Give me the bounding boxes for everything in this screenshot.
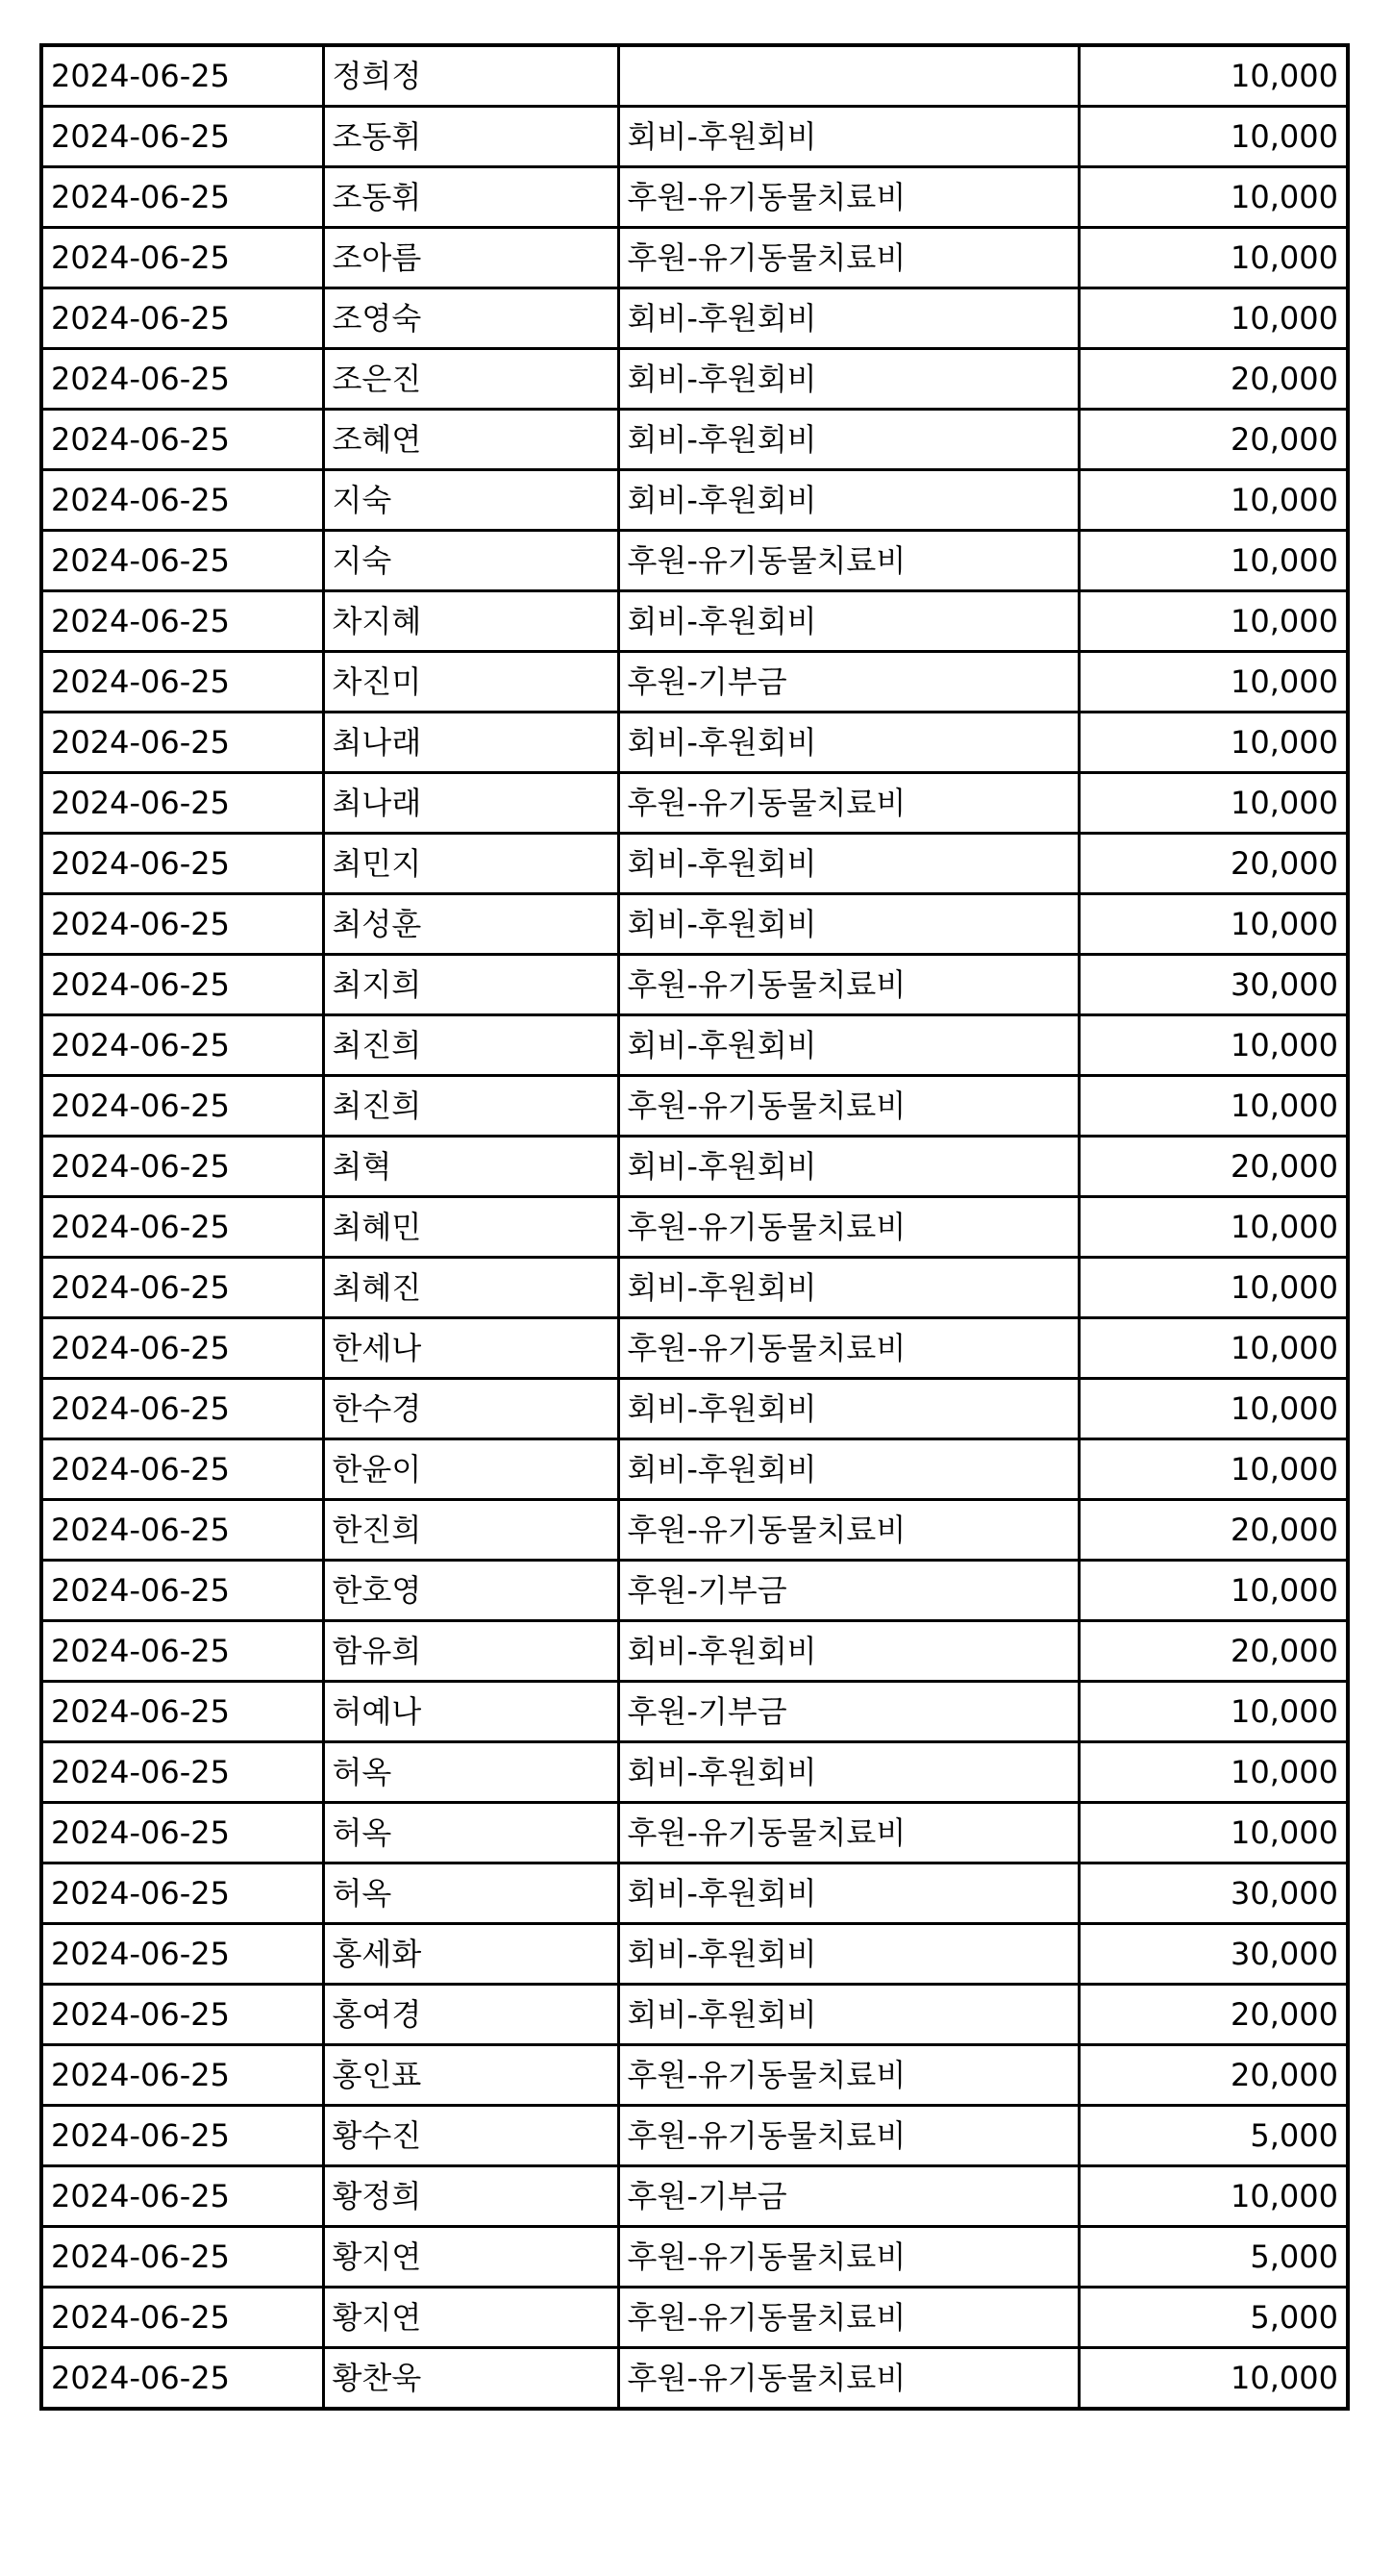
category-cell: 회비-후원회비 [618,1137,1079,1197]
table-row [41,591,1348,652]
category-cell: 후원-유기동물치료비 [618,2106,1079,2166]
amount-cell: 10,000 [1079,2166,1348,2227]
category-cell: 후원-기부금 [618,2166,1079,2227]
table-row [41,1863,1348,1924]
date-cell: 2024-06-25 [41,288,323,349]
date-cell: 2024-06-25 [41,228,323,288]
table-row [41,713,1348,773]
donor-name-cell: 지숙 [323,470,618,531]
table-row [41,894,1348,955]
date-cell: 2024-06-25 [41,1682,323,1742]
table-row [41,1924,1348,1985]
table-row [41,652,1348,713]
table-row [41,410,1348,470]
table-row [41,167,1348,228]
amount-cell: 30,000 [1079,1863,1348,1924]
date-cell: 2024-06-25 [41,834,323,894]
table-row [41,2288,1348,2348]
category-cell: 회비-후원회비 [618,1439,1079,1500]
category-cell: 회비-후원회비 [618,470,1079,531]
table-row [41,1197,1348,1258]
table-row [41,2045,1348,2106]
category-cell: 후원-유기동물치료비 [618,1197,1079,1258]
amount-cell: 5,000 [1079,2106,1348,2166]
category-cell: 회비-후원회비 [618,713,1079,773]
category-cell: 후원-유기동물치료비 [618,2348,1079,2410]
donor-name-cell: 허옥 [323,1863,618,1924]
donor-name-cell: 지숙 [323,531,618,591]
category-cell: 후원-유기동물치료비 [618,1318,1079,1379]
category-cell: 후원-유기동물치료비 [618,2288,1079,2348]
category-cell: 회비-후원회비 [618,410,1079,470]
date-cell: 2024-06-25 [41,2166,323,2227]
amount-cell: 20,000 [1079,1985,1348,2045]
table-row [41,1137,1348,1197]
donor-name-cell: 황수진 [323,2106,618,2166]
date-cell: 2024-06-25 [41,1137,323,1197]
date-cell: 2024-06-25 [41,1258,323,1318]
donor-name-cell: 최진희 [323,1015,618,1076]
category-cell: 후원-유기동물치료비 [618,2227,1079,2288]
date-cell: 2024-06-25 [41,773,323,834]
donor-name-cell: 최성훈 [323,894,618,955]
amount-cell: 10,000 [1079,228,1348,288]
donor-name-cell: 허옥 [323,1803,618,1863]
category-cell: 후원-유기동물치료비 [618,531,1079,591]
date-cell: 2024-06-25 [41,531,323,591]
amount-cell: 10,000 [1079,1682,1348,1742]
amount-cell: 10,000 [1079,1803,1348,1863]
donor-name-cell: 최진희 [323,1076,618,1137]
category-cell: 후원-유기동물치료비 [618,167,1079,228]
donor-name-cell: 조아름 [323,228,618,288]
table-row [41,2106,1348,2166]
category-cell: 후원-유기동물치료비 [618,228,1079,288]
amount-cell: 10,000 [1079,531,1348,591]
category-cell: 회비-후원회비 [618,1924,1079,1985]
donor-name-cell: 한윤이 [323,1439,618,1500]
category-cell: 회비-후원회비 [618,288,1079,349]
category-cell: 회비-후원회비 [618,1863,1079,1924]
date-cell: 2024-06-25 [41,470,323,531]
date-cell: 2024-06-25 [41,1500,323,1561]
donor-name-cell: 황정희 [323,2166,618,2227]
amount-cell: 20,000 [1079,2045,1348,2106]
donation-ledger-table [39,43,1350,2411]
date-cell: 2024-06-25 [41,1742,323,1803]
date-cell: 2024-06-25 [41,1076,323,1137]
date-cell: 2024-06-25 [41,713,323,773]
category-cell: 회비-후원회비 [618,1621,1079,1682]
table-row [41,107,1348,167]
amount-cell: 5,000 [1079,2288,1348,2348]
category-cell: 회비-후원회비 [618,1985,1079,2045]
date-cell: 2024-06-25 [41,591,323,652]
donor-name-cell: 최나래 [323,773,618,834]
date-cell: 2024-06-25 [41,1803,323,1863]
date-cell: 2024-06-25 [41,1318,323,1379]
amount-cell: 10,000 [1079,894,1348,955]
category-cell: 후원-기부금 [618,1561,1079,1621]
category-cell: 후원-기부금 [618,652,1079,713]
amount-cell: 20,000 [1079,1137,1348,1197]
donor-name-cell: 조동휘 [323,107,618,167]
category-cell: 회비-후원회비 [618,1015,1079,1076]
donor-name-cell: 한진희 [323,1500,618,1561]
table-row [41,773,1348,834]
amount-cell: 10,000 [1079,1318,1348,1379]
donor-name-cell: 최나래 [323,713,618,773]
amount-cell: 10,000 [1079,652,1348,713]
date-cell: 2024-06-25 [41,107,323,167]
table-row [41,1561,1348,1621]
category-cell: 회비-후원회비 [618,1258,1079,1318]
amount-cell: 10,000 [1079,591,1348,652]
date-cell: 2024-06-25 [41,955,323,1015]
amount-cell: 30,000 [1079,1924,1348,1985]
amount-cell: 10,000 [1079,167,1348,228]
donor-name-cell: 허예나 [323,1682,618,1742]
amount-cell: 20,000 [1079,410,1348,470]
amount-cell: 10,000 [1079,1015,1348,1076]
category-cell: 후원-유기동물치료비 [618,1500,1079,1561]
donor-name-cell: 황지연 [323,2288,618,2348]
table-row [41,2166,1348,2227]
date-cell: 2024-06-25 [41,2348,323,2410]
table-row [41,1439,1348,1500]
table-row [41,1742,1348,1803]
table-row [41,955,1348,1015]
donor-name-cell: 한수경 [323,1379,618,1439]
amount-cell: 10,000 [1079,470,1348,531]
table-row [41,288,1348,349]
date-cell: 2024-06-25 [41,1197,323,1258]
category-cell: 회비-후원회비 [618,1379,1079,1439]
donor-name-cell: 조혜연 [323,410,618,470]
date-cell: 2024-06-25 [41,349,323,410]
amount-cell: 10,000 [1079,2348,1348,2410]
date-cell: 2024-06-25 [41,1863,323,1924]
amount-cell: 20,000 [1079,1621,1348,1682]
category-cell: 회비-후원회비 [618,834,1079,894]
amount-cell: 10,000 [1079,288,1348,349]
date-cell: 2024-06-25 [41,1379,323,1439]
donor-name-cell: 홍인표 [323,2045,618,2106]
category-cell: 후원-유기동물치료비 [618,2045,1079,2106]
donor-name-cell: 최혜민 [323,1197,618,1258]
amount-cell: 10,000 [1079,1258,1348,1318]
date-cell: 2024-06-25 [41,1621,323,1682]
donor-name-cell: 차진미 [323,652,618,713]
table-row [41,1803,1348,1863]
ledger-body [41,45,1348,2409]
category-cell [618,45,1079,107]
donor-name-cell: 최지희 [323,955,618,1015]
table-row [41,1015,1348,1076]
table-row [41,349,1348,410]
category-cell: 후원-유기동물치료비 [618,773,1079,834]
date-cell: 2024-06-25 [41,410,323,470]
donor-name-cell: 함유희 [323,1621,618,1682]
date-cell: 2024-06-25 [41,167,323,228]
date-cell: 2024-06-25 [41,652,323,713]
category-cell: 후원-유기동물치료비 [618,1803,1079,1863]
amount-cell: 30,000 [1079,955,1348,1015]
table-row [41,531,1348,591]
donor-name-cell: 한호영 [323,1561,618,1621]
table-row [41,2227,1348,2288]
date-cell: 2024-06-25 [41,1985,323,2045]
date-cell: 2024-06-25 [41,1015,323,1076]
amount-cell: 20,000 [1079,834,1348,894]
date-cell: 2024-06-25 [41,1439,323,1500]
donor-name-cell: 정희정 [323,45,618,107]
table-row [41,1258,1348,1318]
table-row [41,1379,1348,1439]
table-row [41,1985,1348,2045]
amount-cell: 10,000 [1079,1379,1348,1439]
donor-name-cell: 차지혜 [323,591,618,652]
category-cell: 후원-유기동물치료비 [618,955,1079,1015]
table-row [41,834,1348,894]
table-row [41,228,1348,288]
date-cell: 2024-06-25 [41,2227,323,2288]
donor-name-cell: 허옥 [323,1742,618,1803]
category-cell: 후원-기부금 [618,1682,1079,1742]
table-row [41,470,1348,531]
donor-name-cell: 조은진 [323,349,618,410]
amount-cell: 10,000 [1079,713,1348,773]
donor-name-cell: 조동휘 [323,167,618,228]
amount-cell: 10,000 [1079,107,1348,167]
date-cell: 2024-06-25 [41,1924,323,1985]
table-row [41,2348,1348,2410]
amount-cell: 10,000 [1079,45,1348,107]
category-cell: 회비-후원회비 [618,349,1079,410]
amount-cell: 20,000 [1079,1500,1348,1561]
category-cell: 후원-유기동물치료비 [618,1076,1079,1137]
amount-cell: 5,000 [1079,2227,1348,2288]
donor-name-cell: 최혜진 [323,1258,618,1318]
date-cell: 2024-06-25 [41,2045,323,2106]
amount-cell: 10,000 [1079,1742,1348,1803]
table-row [41,1318,1348,1379]
amount-cell: 10,000 [1079,1076,1348,1137]
donor-name-cell: 최민지 [323,834,618,894]
category-cell: 회비-후원회비 [618,1742,1079,1803]
amount-cell: 10,000 [1079,1439,1348,1500]
date-cell: 2024-06-25 [41,1561,323,1621]
table-row [41,1500,1348,1561]
amount-cell: 10,000 [1079,773,1348,834]
table-row [41,1682,1348,1742]
donor-name-cell: 황찬욱 [323,2348,618,2410]
category-cell: 회비-후원회비 [618,107,1079,167]
donor-name-cell: 최혁 [323,1137,618,1197]
donor-name-cell: 한세나 [323,1318,618,1379]
date-cell: 2024-06-25 [41,2288,323,2348]
table-row [41,1621,1348,1682]
donor-name-cell: 홍세화 [323,1924,618,1985]
table-row [41,45,1348,107]
table-row [41,1076,1348,1137]
date-cell: 2024-06-25 [41,45,323,107]
date-cell: 2024-06-25 [41,894,323,955]
donor-name-cell: 홍여경 [323,1985,618,2045]
category-cell: 회비-후원회비 [618,894,1079,955]
date-cell: 2024-06-25 [41,2106,323,2166]
category-cell: 회비-후원회비 [618,591,1079,652]
amount-cell: 10,000 [1079,1197,1348,1258]
donor-name-cell: 황지연 [323,2227,618,2288]
donor-name-cell: 조영숙 [323,288,618,349]
amount-cell: 20,000 [1079,349,1348,410]
amount-cell: 10,000 [1079,1561,1348,1621]
